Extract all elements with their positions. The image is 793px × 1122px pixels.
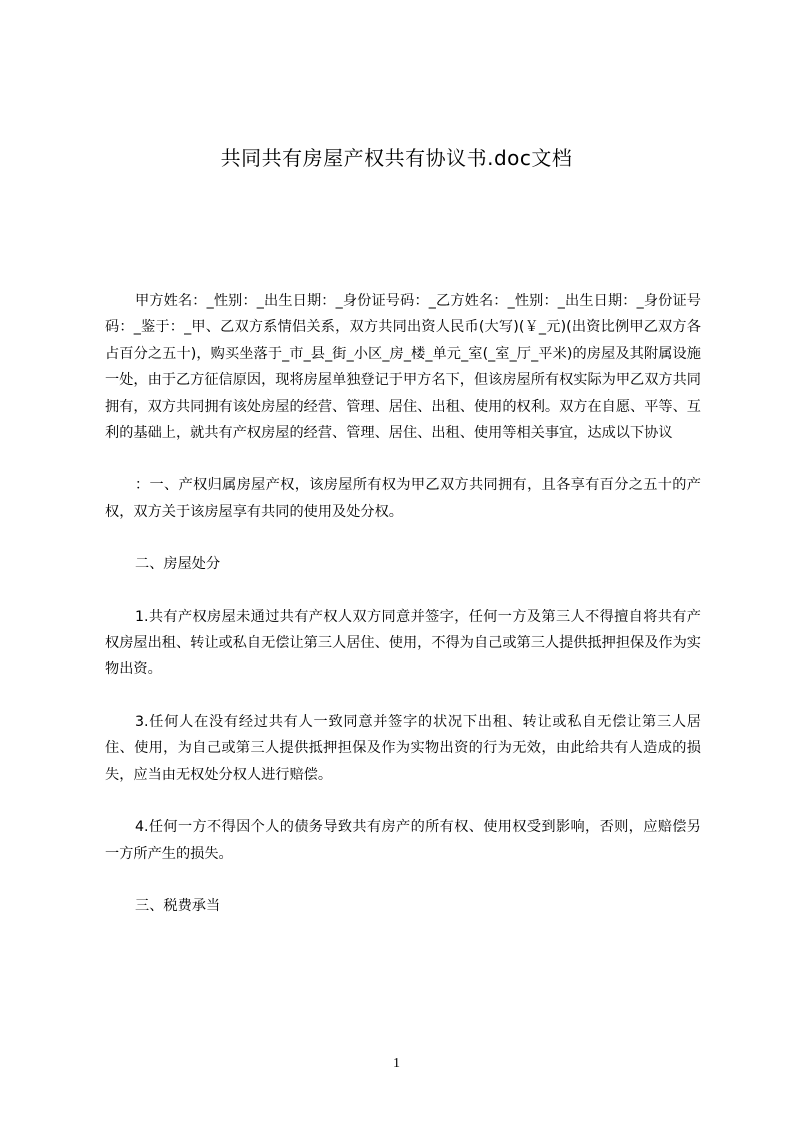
document-body	[105, 288, 701, 919]
section-heading-taxes: 三、税费承当	[135, 897, 221, 914]
paragraph-ownership: ：一、产权归属房屋产权，该房屋所有权为甲乙双方共同拥有，且各享有百分之五十的产权，双方关于该房屋享有共同的使用及处分权。	[105, 477, 701, 520]
paragraph-clause-3: 3.任何人在没有经过共有人一致同意并签字的状况下出租、转让或私自无偿让第三人居住、使用，为自己或第三人提供抵押担保及作为实物出资的行为无效，由此给共有人造成的损失，应当由无权处分权人进行赔偿。	[105, 713, 701, 783]
paragraph-parties: 甲方姓名：_性别：_出生日期：_身份证号码：_乙方姓名：_性别：_出生日期：_身份证号码：_鉴于：_甲、乙双方系情侣关系，双方共同出资人民币(大写)(￥_元)(出资比例甲乙双方各占百分之五十)，购买坐落于_市_县_街_小区_房_楼_单元_室(_室_厅_平米)的房屋及其附属设施一处，由于乙方征信原因，现将房屋单独登记于甲方名下，但该房屋所有权实际为甲乙双方共同拥有，双方共同拥有该处房屋的经营、管理、居住、出租、使用的权利。双方在自愿、平等、互利的基础上，就共有产权房屋的经营、管理、居住、出租、使用等相关事宜，达成以下协议	[105, 293, 701, 442]
paragraph-clause-4: 4.任何一方不得因个人的债务导致共有房产的所有权、使用权受到影响，否则，应赔偿另一方所产生的损失。	[105, 819, 701, 862]
paragraph-clause-1: 1.共有产权房屋未通过共有产权人双方同意并签字，任何一方及第三人不得擅自将共有产权房屋出租、转让或私自无偿让第三人居住、使用，不得为自己或第三人提供抵押担保及作为实物出资。	[105, 608, 701, 678]
page-number: 1	[393, 1056, 400, 1071]
document-title: 共同共有房屋产权共有协议书.doc文档	[220, 146, 573, 170]
section-heading-disposal: 二、房屋处分	[135, 556, 221, 573]
